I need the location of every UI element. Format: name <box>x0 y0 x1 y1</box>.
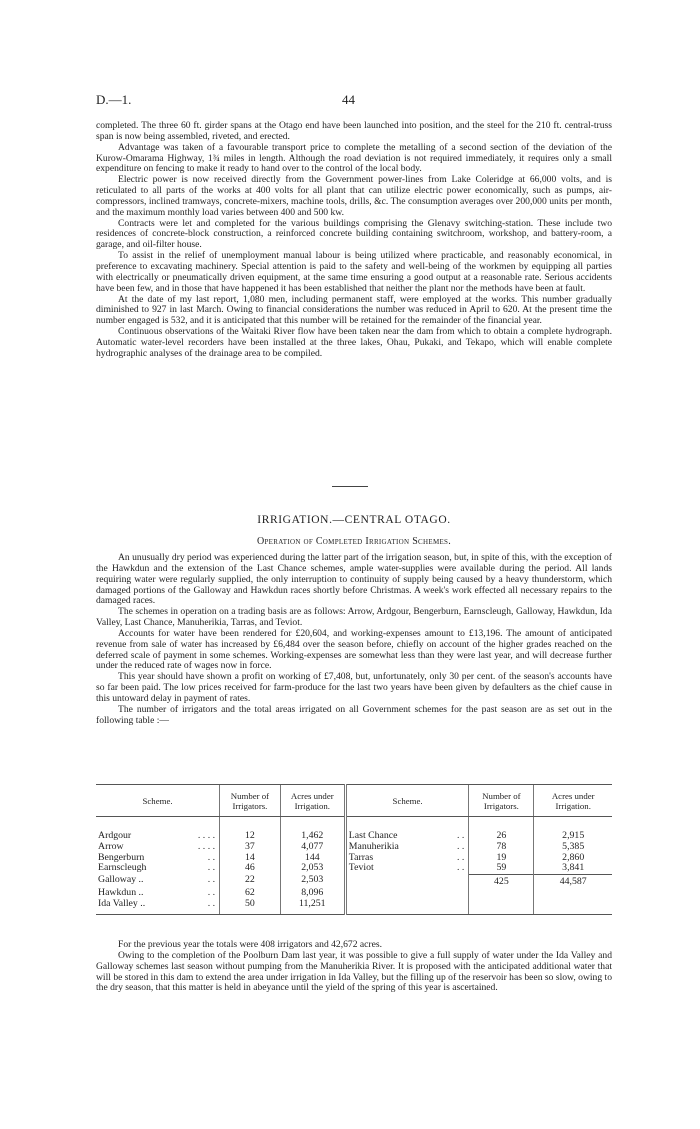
total-acres: 44,587 <box>534 875 612 888</box>
paragraph: An unusually dry period was experienced during the latter part of the irrigation season, but, in spite of this, with the exception of the Hawkdun and the extension of the Last Chance schemes, ample water-supplies were available during the period. All lands requiring water were regularly supplied, the only interruption to continuity of supply being caused by a heavy thunderstorm, which damaged portions of the Galloway and Hawkdun races shortly before Christmas. A week's work effected all necessary repairs to the damaged races. <box>96 552 612 607</box>
irrigators-count: 78 <box>469 842 534 853</box>
paragraph: At the date of my last report, 1,080 men, including permanent staff, were employed at the works. This number gradually diminished to 927 in last March. Owing to financial considerations the number was reduced in April to 620. At the present time the number engaged is 532, and it is anticipated that this number will be retained for the remainder of the financial year. <box>96 293 612 327</box>
paragraph: Accounts for water have been rendered for £20,604, and working-expenses amount to £13,196. The amount of anticipated revenue from sale of water has increased by £6,484 over the season before, chiefly on account of the higher grades reached on the deferred scale of payment in some schemes. Working-expenses are somewhat less than they were last year, and will decrease further under the reduced rate of wages now in force. <box>96 627 612 672</box>
paragraph: Advantage was taken of a favourable transport price to complete the metalling of a second section of the deviation of the Kurow-Omarama Highway, 1¾ miles in length. Although the road deviation is not required immediately, it requires only a small expenditure on fencing to make it ready to hand over to the control of the local body. <box>96 141 612 175</box>
paragraph: The number of irrigators and the total areas irrigated on all Government schemes for the past season are as set out in the following table :— <box>96 703 612 726</box>
report-reference: D.—1. <box>96 92 132 107</box>
column-header-irrigators: Number of Irrigators. <box>220 785 281 817</box>
table-row <box>96 875 612 888</box>
irrigators-count: 14 <box>220 853 281 864</box>
acres-value: 2,503 <box>280 875 345 888</box>
acres-value: 5,385 <box>534 842 612 853</box>
subsection-title: Operation of Completed Irrigation Schemes. <box>256 536 452 547</box>
irrigators-count: 22 <box>220 875 281 888</box>
paragraph: The schemes in operation on a trading basis are as follows: Arrow, Ardgour, Bengerburn, Earnscleugh, Galloway, Hawkdun, Ida Valley, Last Chance, Manuherikia, Tarras, and Teviot. <box>96 606 612 629</box>
table-row <box>96 888 612 899</box>
paragraph: Owing to the completion of the Poolburn Dam last year, it was possible to give a full supply of water under the Ida Valley and Galloway schemes last season without pumping from the Manuherikia River. It is proposed with the anticipated additional water that will be stored in this dam to extend the area under irrigation in Ida Valley, but the filling up of the reservoir has been so slow, owing to the dry season, that this matter is held in abeyance until the yield of the spring of this year is ascertained. <box>96 949 612 994</box>
scheme-name: Ardgour <box>98 830 132 841</box>
irrigators-count: 46 <box>220 863 281 874</box>
table-row <box>96 842 612 853</box>
scheme-name: Last Chance <box>345 831 436 842</box>
table-header-row <box>96 785 612 817</box>
acres-value: 2,053 <box>280 863 345 874</box>
irrigation-schemes-table <box>96 784 612 915</box>
acres-value: 11,251 <box>280 899 345 914</box>
irrigators-count: 26 <box>469 831 534 842</box>
leader-dots: . . <box>187 899 220 914</box>
scheme-name: Bengerburn <box>98 851 145 863</box>
page-number: 44 <box>342 92 355 107</box>
scheme-name: Ida Valley .. <box>96 899 187 914</box>
scheme-name: Tarras <box>345 853 436 864</box>
column-header-irrigators: Number of Irrigators. <box>469 785 534 817</box>
acres-value: 4,077 <box>280 842 345 853</box>
scheme-name: Arrow <box>98 840 124 852</box>
scheme-name: Manuherikia <box>345 842 436 853</box>
irrigators-count: 59 <box>469 863 534 874</box>
irrigators-count: 37 <box>220 842 281 853</box>
irrigation-text <box>96 553 612 727</box>
scheme-name: Earnscleugh <box>98 862 147 874</box>
irrigators-count: 62 <box>220 888 281 899</box>
poolburn-text <box>96 940 612 994</box>
leader-dots: . . <box>207 862 216 874</box>
section-title: IRRIGATION.—CENTRAL OTAGO. <box>257 514 451 526</box>
acres-value: 2,860 <box>534 853 612 864</box>
paragraph: To assist in the relief of unemployment manual labour is being utilized where practicable, and reasonably economical, in preference to excavating machinery. Special attention is paid to the safety and well-being of the workmen by equipping all parties with electrically or pneumatically driven equipment, at the same time ensuring a good output at a reasonable rate. Serious accidents have been few, and in those that have happened it has been established that neither the plant nor the methods have been at fault. <box>96 250 612 294</box>
column-header-scheme: Scheme. <box>345 785 469 817</box>
irrigators-count: 19 <box>469 853 534 864</box>
paragraph: Continuous observations of the Waitaki River flow have been taken near the dam from which to obtain a complete hydrograph. Automatic water-level recorders have been installed at the three lakes, Ohau, Pukaki, and Tekapo, which will enable complete hydrographic analyses of the drainage area to be compiled. <box>96 326 612 359</box>
paragraph: This year should have shown a profit on working of £7,408, but, unfortunately, only 30 per cent. of the season's accounts have so far been paid. The low prices received for farm-produce for the last two years have been given by defaulters as the chief cause in this untoward delay in payment of rates. <box>96 671 612 704</box>
leader-dots: . . <box>207 851 216 863</box>
acres-value: 8,096 <box>280 888 345 899</box>
paragraph: Electric power is now received directly from the Government power-lines from Lake Coleridge at 66,000 volts, and is reticulated to all parts of the works at 400 volts for all plant that can utilize electric power economically, such as pumps, air-compressors, inclined tramways, concrete-mixers, machine tools, drills, &c. The consumption averages over 200,000 units per month, and the maximum monthly load varies between 400 and 500 kw. <box>96 174 612 218</box>
column-header-acres: Acres under Irrigation. <box>534 785 612 817</box>
leader-dots: . . <box>457 830 465 841</box>
acres-value: 2,915 <box>534 831 612 842</box>
column-header-acres: Acres under Irrigation. <box>280 785 345 817</box>
hydro-works-text <box>96 121 612 360</box>
table-row <box>96 863 612 874</box>
total-irrigators: 425 <box>469 875 534 888</box>
paragraph: For the previous year the totals were 408 irrigators and 42,672 acres. <box>118 939 383 950</box>
column-header-scheme: Scheme. <box>96 785 220 817</box>
acres-value: 144 <box>280 853 345 864</box>
section-divider <box>332 486 368 487</box>
paragraph: completed. The three 60 ft. girder spans at the Otago end have been launched into position, and the steel for the 210 ft. central-truss span is now being assembled, riveted, and erected. <box>96 120 612 142</box>
leader-dots: . . <box>457 862 465 874</box>
scheme-name: Galloway .. <box>98 873 144 885</box>
leader-dots: . . <box>457 840 465 852</box>
irrigators-count: 12 <box>220 831 281 842</box>
scheme-name: Teviot <box>345 863 436 874</box>
paragraph: Contracts were let and completed for the various buildings comprising the Glenavy switching-station. These include two residences of concrete-block construction, a reinforced concrete building containing switchroom, workshop, and battery-room, a garage, and oil-filter house. <box>96 217 612 251</box>
scheme-name: Hawkdun .. <box>98 886 144 898</box>
acres-value: 3,841 <box>534 863 612 874</box>
irrigators-count: 50 <box>220 899 281 914</box>
leader-dots: . . . . <box>197 830 216 841</box>
leader-dots: . . <box>207 886 216 898</box>
table-row <box>96 899 612 914</box>
leader-dots: . . . . <box>197 840 216 852</box>
leader-dots: . . <box>457 851 465 863</box>
acres-value: 1,462 <box>280 831 345 842</box>
leader-dots: . . <box>207 873 216 885</box>
